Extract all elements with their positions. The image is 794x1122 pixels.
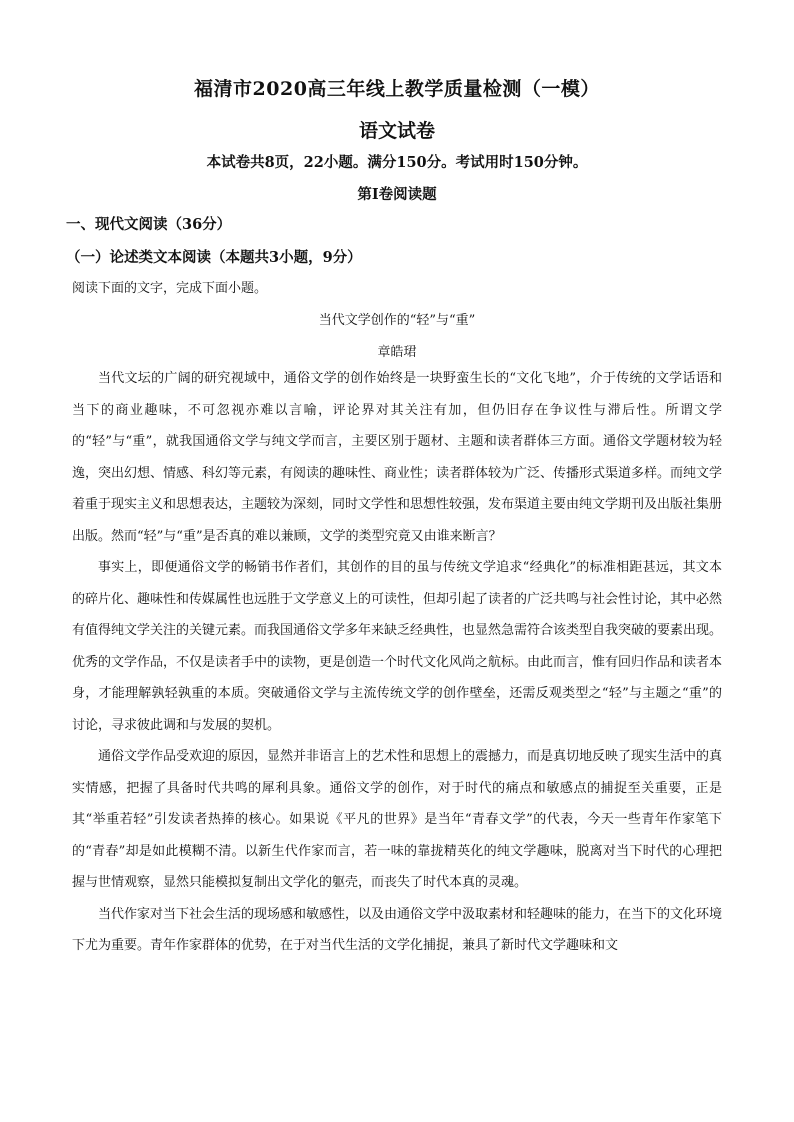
article-title: 当代文学创作的“轻”与“重” — [318, 313, 476, 328]
article-paragraph: 当代作家对当下社会生活的现场感和敏感性，以及由通俗文学中汲取素材和轻趣味的能力，在当下的文化环境下尤为重要。青年作家群体的优势，在于对当代生活的文学化捕捉，兼具了新时代文学趣味和文 — [72, 906, 723, 953]
article-paragraph: 当代文坛的广阔的研究视域中，通俗文学的创作始终是一块野蛮生长的“文化飞地”，介于传统的文学话语和当下的商业趣味，不可忽视亦难以言喻，评论界对其关注有加，但仍旧存在争议性与滞后性。所谓文学的“轻”与“重”，就我国通俗文学与纯文学而言，主要区别于题材、主题和读者群体三方面。通俗文学题材较为轻逸，突出幻想、情感、科幻等元素，有阅读的趣味性、商业性；读者群体较为广泛、传播形式渠道多样。而纯文学着重于现实主义和思想表达，主题较为深刻，同时文学性和思想性较强，发布渠道主要由纯文学期刊及出版社集册出版。然而“轻”与“重”是否真的难以兼顾，文学的类型究竟又由谁来断言？ — [72, 371, 723, 544]
reading-instruction: 阅读下面的文字，完成下面小题。 — [72, 281, 268, 296]
article-author: 章皓珺 — [377, 345, 417, 360]
part-heading: 一、现代文阅读（36分） — [66, 216, 232, 233]
article-body — [72, 363, 722, 962]
exam-subtitle: 语文试卷 — [358, 120, 435, 142]
section-title: 第Ⅰ卷阅读题 — [357, 186, 437, 203]
article-paragraph: 通俗文学作品受欢迎的原因，显然并非语言上的艺术性和思想上的震撼力，而是真切地反映了现实生活中的真实情感，把握了具备时代共鸣的犀利具象。通俗文学的创作，对于时代的痛点和敏感点的捕捉至关重要，正是其“举重若轻”引发读者热捧的核心。如果说《平凡的世界》是当年“青春文学”的代表，今天一些青年作家笔下的“青春”却是如此模糊不清。以新生代作家而言，若一味的靠拢精英化的纯文学趣味，脱离对当下时代的心理把握与世情观察，显然只能模拟复制出文学化的躯壳，而丧失了时代本真的灵魂。 — [72, 749, 723, 890]
article-paragraph: 事实上，即便通俗文学的畅销书作者们，其创作的目的虽与传统文学追求“经典化”的标准相距甚远，其文本的碎片化、趣味性和传媒属性也远胜于文学意义上的可读性，但却引起了读者的广泛共鸣与社会性讨论，其中必然有值得纯文学关注的关键元素。而我国通俗文学多年来缺乏经典性，也显然急需符合该类型自我突破的要素出现。优秀的文学作品，不仅是读者手中的读物，更是创造一个时代文化风尚之航标。由此而言，惟有回归作品和读者本身，才能理解孰轻孰重的本质。突破通俗文学与主流传统文学的创作壁垒，还需反观类型之“轻”与主题之“重”的讨论，寻求彼此调和与发展的契机。 — [72, 560, 723, 733]
exam-info: 本试卷共8页，22小题。满分150分。考试用时150分钟。 — [206, 154, 588, 171]
exam-title: 福清市2020高三年线上教学质量检测（一模） — [194, 78, 600, 100]
subpart-heading: （一）论述类文本阅读（本题共3小题，9分） — [66, 249, 362, 266]
